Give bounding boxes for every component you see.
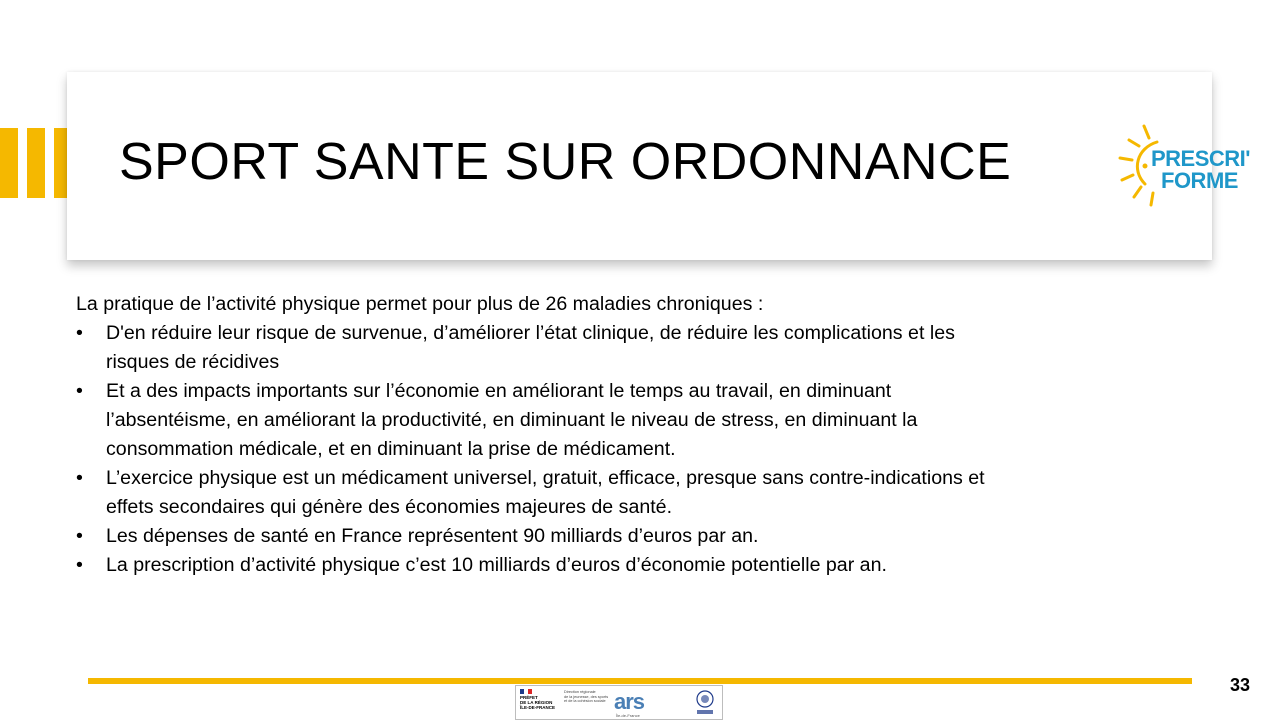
bullet-text: D'en réduire leur risque de survenue, d’améliorer l’état clinique, de réduire les complications et les risques de récidives bbox=[106, 322, 955, 373]
bullet-text: La prescription d’activité physique c’est 10 milliards d’euros d’économie potentielle par an. bbox=[106, 554, 887, 576]
prescriforme-logo bbox=[1117, 120, 1251, 210]
title-card bbox=[67, 72, 1251, 260]
seal-icon bbox=[694, 689, 716, 717]
bullet-item bbox=[76, 551, 996, 580]
slide-body bbox=[76, 290, 996, 580]
ars-logo-subtitle: Île-de-France bbox=[616, 713, 640, 718]
bullet-text: Et a des impacts importants sur l’économie en améliorant le temps au travail, en diminuant l’absentéisme, en améliorant la productivité, en diminuant le niveau de stress, en diminuant la consommation médicale, et en diminuant la prise de médicament. bbox=[106, 380, 918, 460]
prefecture-logo-text: PRÉFET DE LA RÉGION ÎLE-DE-FRANCE bbox=[520, 695, 555, 710]
prefecture-logo bbox=[520, 689, 560, 719]
bullet-marker: • bbox=[76, 322, 83, 344]
intro-text: La pratique de l’activité physique permet pour plus de 26 maladies chroniques : bbox=[76, 293, 764, 315]
logo-text-line2: FORME bbox=[1161, 168, 1238, 193]
bullet-text: L’exercice physique est un médicament universel, gratuit, efficace, presque sans contre-indications et effets secondaires qui génère des économies majeures de santé. bbox=[106, 467, 985, 518]
bullet-marker: • bbox=[76, 380, 83, 402]
bullet-list bbox=[76, 319, 996, 580]
slide-title: SPORT SANTE SUR ORDONNANCE bbox=[119, 133, 1012, 191]
accent-bar bbox=[0, 128, 18, 198]
bullet-item bbox=[76, 377, 996, 464]
bullet-marker: • bbox=[76, 525, 83, 547]
marianne-icon bbox=[520, 689, 532, 694]
bullet-item bbox=[76, 522, 996, 551]
drjscs-logo-text: Direction régionale de la jeunesse, des sports et de la cohésion sociale bbox=[564, 690, 609, 703]
bullet-item bbox=[76, 319, 996, 377]
accent-bar bbox=[27, 128, 45, 198]
accent-bar bbox=[54, 128, 67, 198]
bullet-item bbox=[76, 464, 996, 522]
partner-logos bbox=[515, 685, 723, 720]
bullet-marker: • bbox=[76, 554, 83, 576]
logo-text-line1: PRESCRI' bbox=[1151, 146, 1251, 171]
footer-divider bbox=[88, 678, 1192, 684]
bullet-text: Les dépenses de santé en France représentent 90 milliards d’euros par an. bbox=[106, 525, 759, 547]
page-number: 33 bbox=[1230, 675, 1251, 695]
ars-logo: ars bbox=[614, 689, 645, 714]
bullet-marker: • bbox=[76, 467, 83, 489]
